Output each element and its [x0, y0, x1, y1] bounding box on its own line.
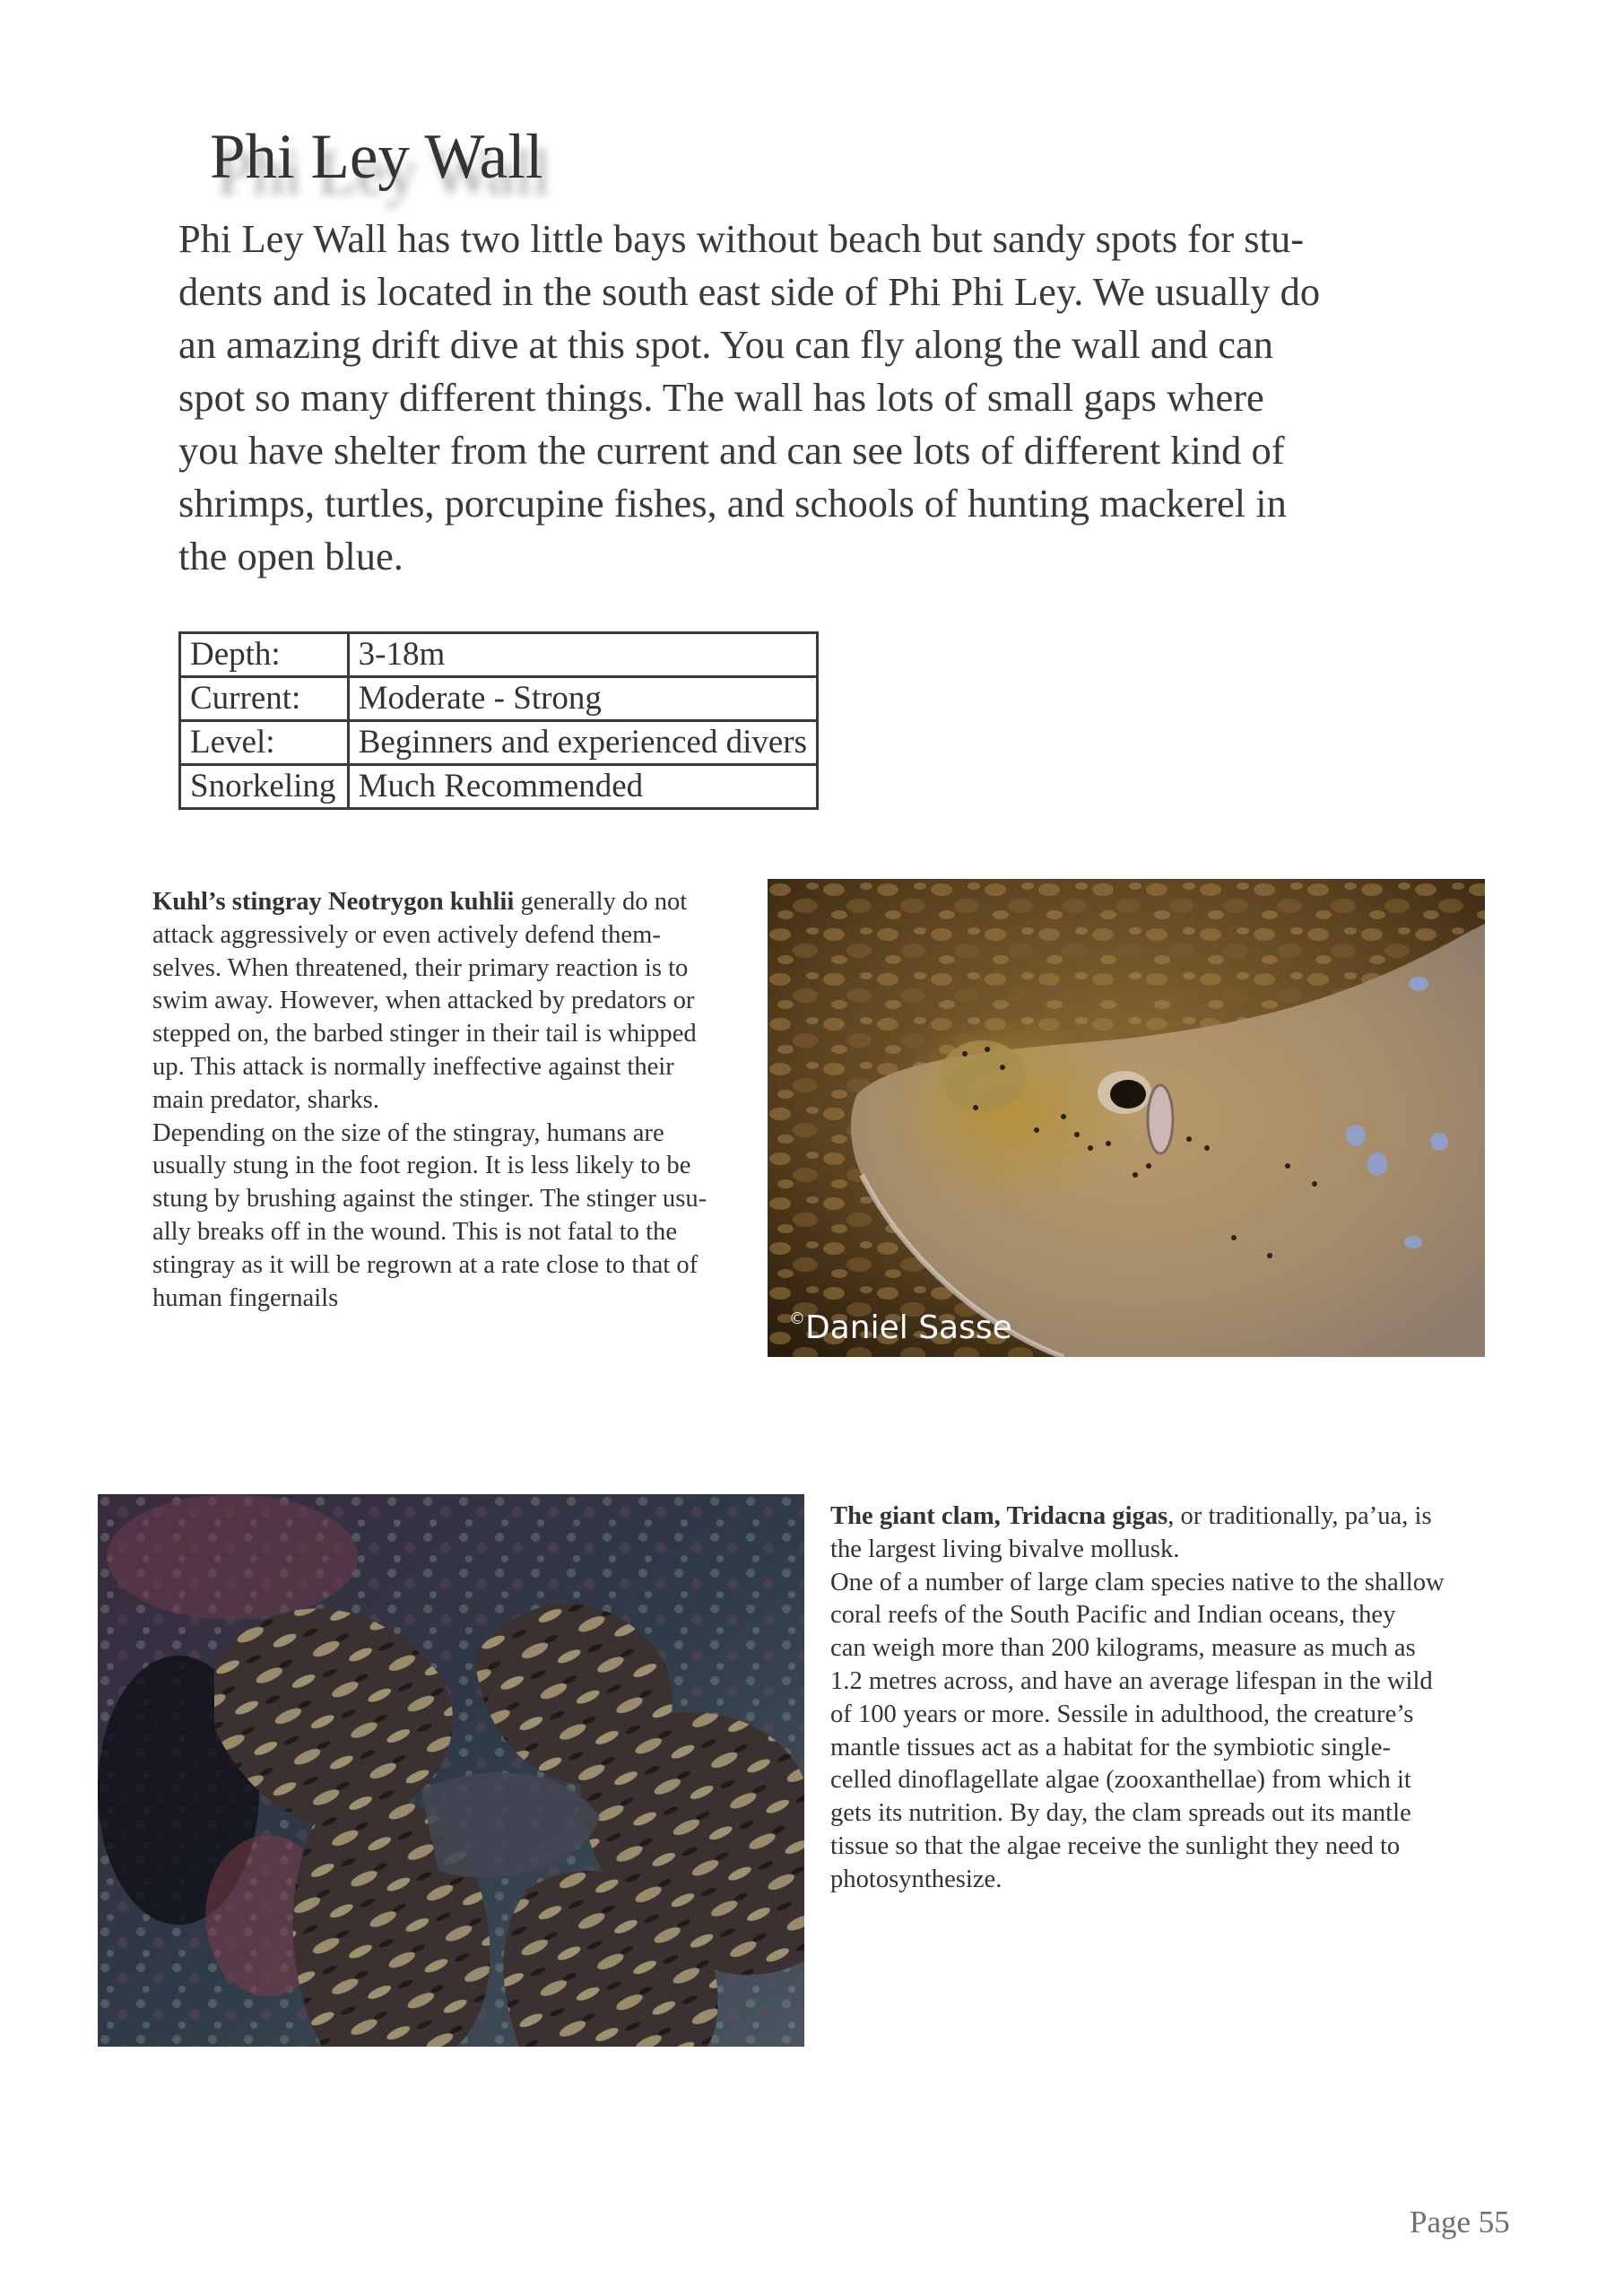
- stingray-line: stingray as it will be regrown at a rate close to that of: [152, 1250, 699, 1279]
- stingray-line: attack aggressively or even actively defend them-: [152, 920, 661, 949]
- stingray-line: Depending on the size of the stingray, humans are: [152, 1118, 664, 1147]
- intro-line: an amazing drift dive at this spot. You can fly along the wall and can: [178, 322, 1273, 367]
- photo-credit: [789, 1309, 1012, 1346]
- copyright-symbol: ©: [789, 1309, 805, 1328]
- page-number: Page 55: [1410, 2205, 1510, 2239]
- clam-species-name: The giant clam, Tridacna gigas: [830, 1502, 1168, 1530]
- photo-credit-name: Daniel Sasse: [805, 1309, 1012, 1346]
- intro-line: spot so many different things. The wall has lots of small gaps where: [178, 375, 1264, 420]
- stingray-photo: [768, 879, 1485, 1357]
- clam-line: celled dinoflagellate algae (zooxanthellae) from which it: [830, 1766, 1411, 1795]
- clam-line: can weigh more than 200 kilograms, measure as much as: [830, 1634, 1416, 1663]
- clam-line: of 100 years or more. Sessile in adulthood, the creature’s: [830, 1700, 1414, 1728]
- clam-line: mantle tissues act as a habitat for the symbiotic single-: [830, 1733, 1391, 1761]
- stingray-line: main predator, sharks.: [152, 1085, 379, 1114]
- clam-line: One of a number of large clam species native to the shallow: [830, 1568, 1445, 1596]
- facts-row-current: [180, 677, 818, 721]
- clam-line: gets its nutrition. By day, the clam spreads out its mantle: [830, 1799, 1411, 1828]
- facts-label: Level:: [180, 721, 349, 765]
- stingray-species-name: Kuhl’s stingray Neotrygon kuhlii: [152, 888, 515, 916]
- page-title: Phi Ley Wall: [210, 122, 543, 192]
- stingray-line: stepped on, the barbed stinger in their tail is whipped: [152, 1020, 697, 1048]
- clam-line: 1.2 metres across, and have an average lifespan in the wild: [830, 1666, 1433, 1695]
- facts-row-depth: [180, 633, 818, 677]
- stingray-line: stung by brushing against the stinger. The stinger usu-: [152, 1185, 707, 1213]
- giant-clam-description: [830, 1500, 1512, 1897]
- facts-row-snorkeling: [180, 765, 818, 809]
- giant-clam-illustration: [98, 1494, 804, 2047]
- stingray-line: human fingernails: [152, 1283, 339, 1312]
- clam-line: the largest living bivalve mollusk.: [830, 1535, 1180, 1563]
- stingray-line: selves. When threatened, their primary reaction is to: [152, 953, 689, 982]
- stingray-line-rest: generally do not: [514, 888, 688, 916]
- intro-paragraph: [178, 213, 1470, 583]
- clam-line: photosynthesize.: [830, 1865, 1002, 1893]
- intro-line: Phi Ley Wall has two little bays without beach but sandy spots for stu-: [178, 216, 1305, 261]
- stingray-line: [152, 886, 753, 919]
- facts-value: Much Recommended: [348, 765, 817, 809]
- intro-line: shrimps, turtles, porcupine fishes, and schools of hunting mackerel in: [178, 481, 1287, 526]
- giant-clam-photo: [98, 1494, 804, 2047]
- stingray-line: ally breaks off in the wound. This is not fatal to the: [152, 1217, 678, 1246]
- dive-facts-table: [178, 631, 819, 810]
- facts-row-level: [180, 721, 818, 765]
- intro-line: you have shelter from the current and can see lots of different kind of: [178, 428, 1285, 473]
- clam-line: tissue so that the algae receive the sunlight they need to: [830, 1831, 1401, 1860]
- intro-line: the open blue.: [178, 534, 404, 578]
- stingray-description: [152, 886, 753, 1315]
- stingray-line: up. This attack is normally ineffective against their: [152, 1052, 674, 1081]
- facts-value: 3-18m: [348, 633, 817, 677]
- stingray-line: swim away. However, when attacked by predators or: [152, 987, 695, 1015]
- stingray-illustration: [768, 879, 1485, 1357]
- facts-label: Current:: [180, 677, 349, 721]
- intro-line: dents and is located in the south east side of Phi Phi Ley. We usually do: [178, 269, 1321, 314]
- facts-label: Depth:: [180, 633, 349, 677]
- facts-value: Moderate - Strong: [348, 677, 817, 721]
- clam-line: [830, 1500, 1512, 1534]
- facts-value: Beginners and experienced divers: [348, 721, 817, 765]
- clam-line: coral reefs of the South Pacific and Indian oceans, they: [830, 1601, 1396, 1630]
- facts-label: Snorkeling: [180, 765, 349, 809]
- clam-line-rest: , or traditionally, pa’ua, is: [1167, 1502, 1432, 1530]
- stingray-line: usually stung in the foot region. It is less likely to be: [152, 1152, 691, 1180]
